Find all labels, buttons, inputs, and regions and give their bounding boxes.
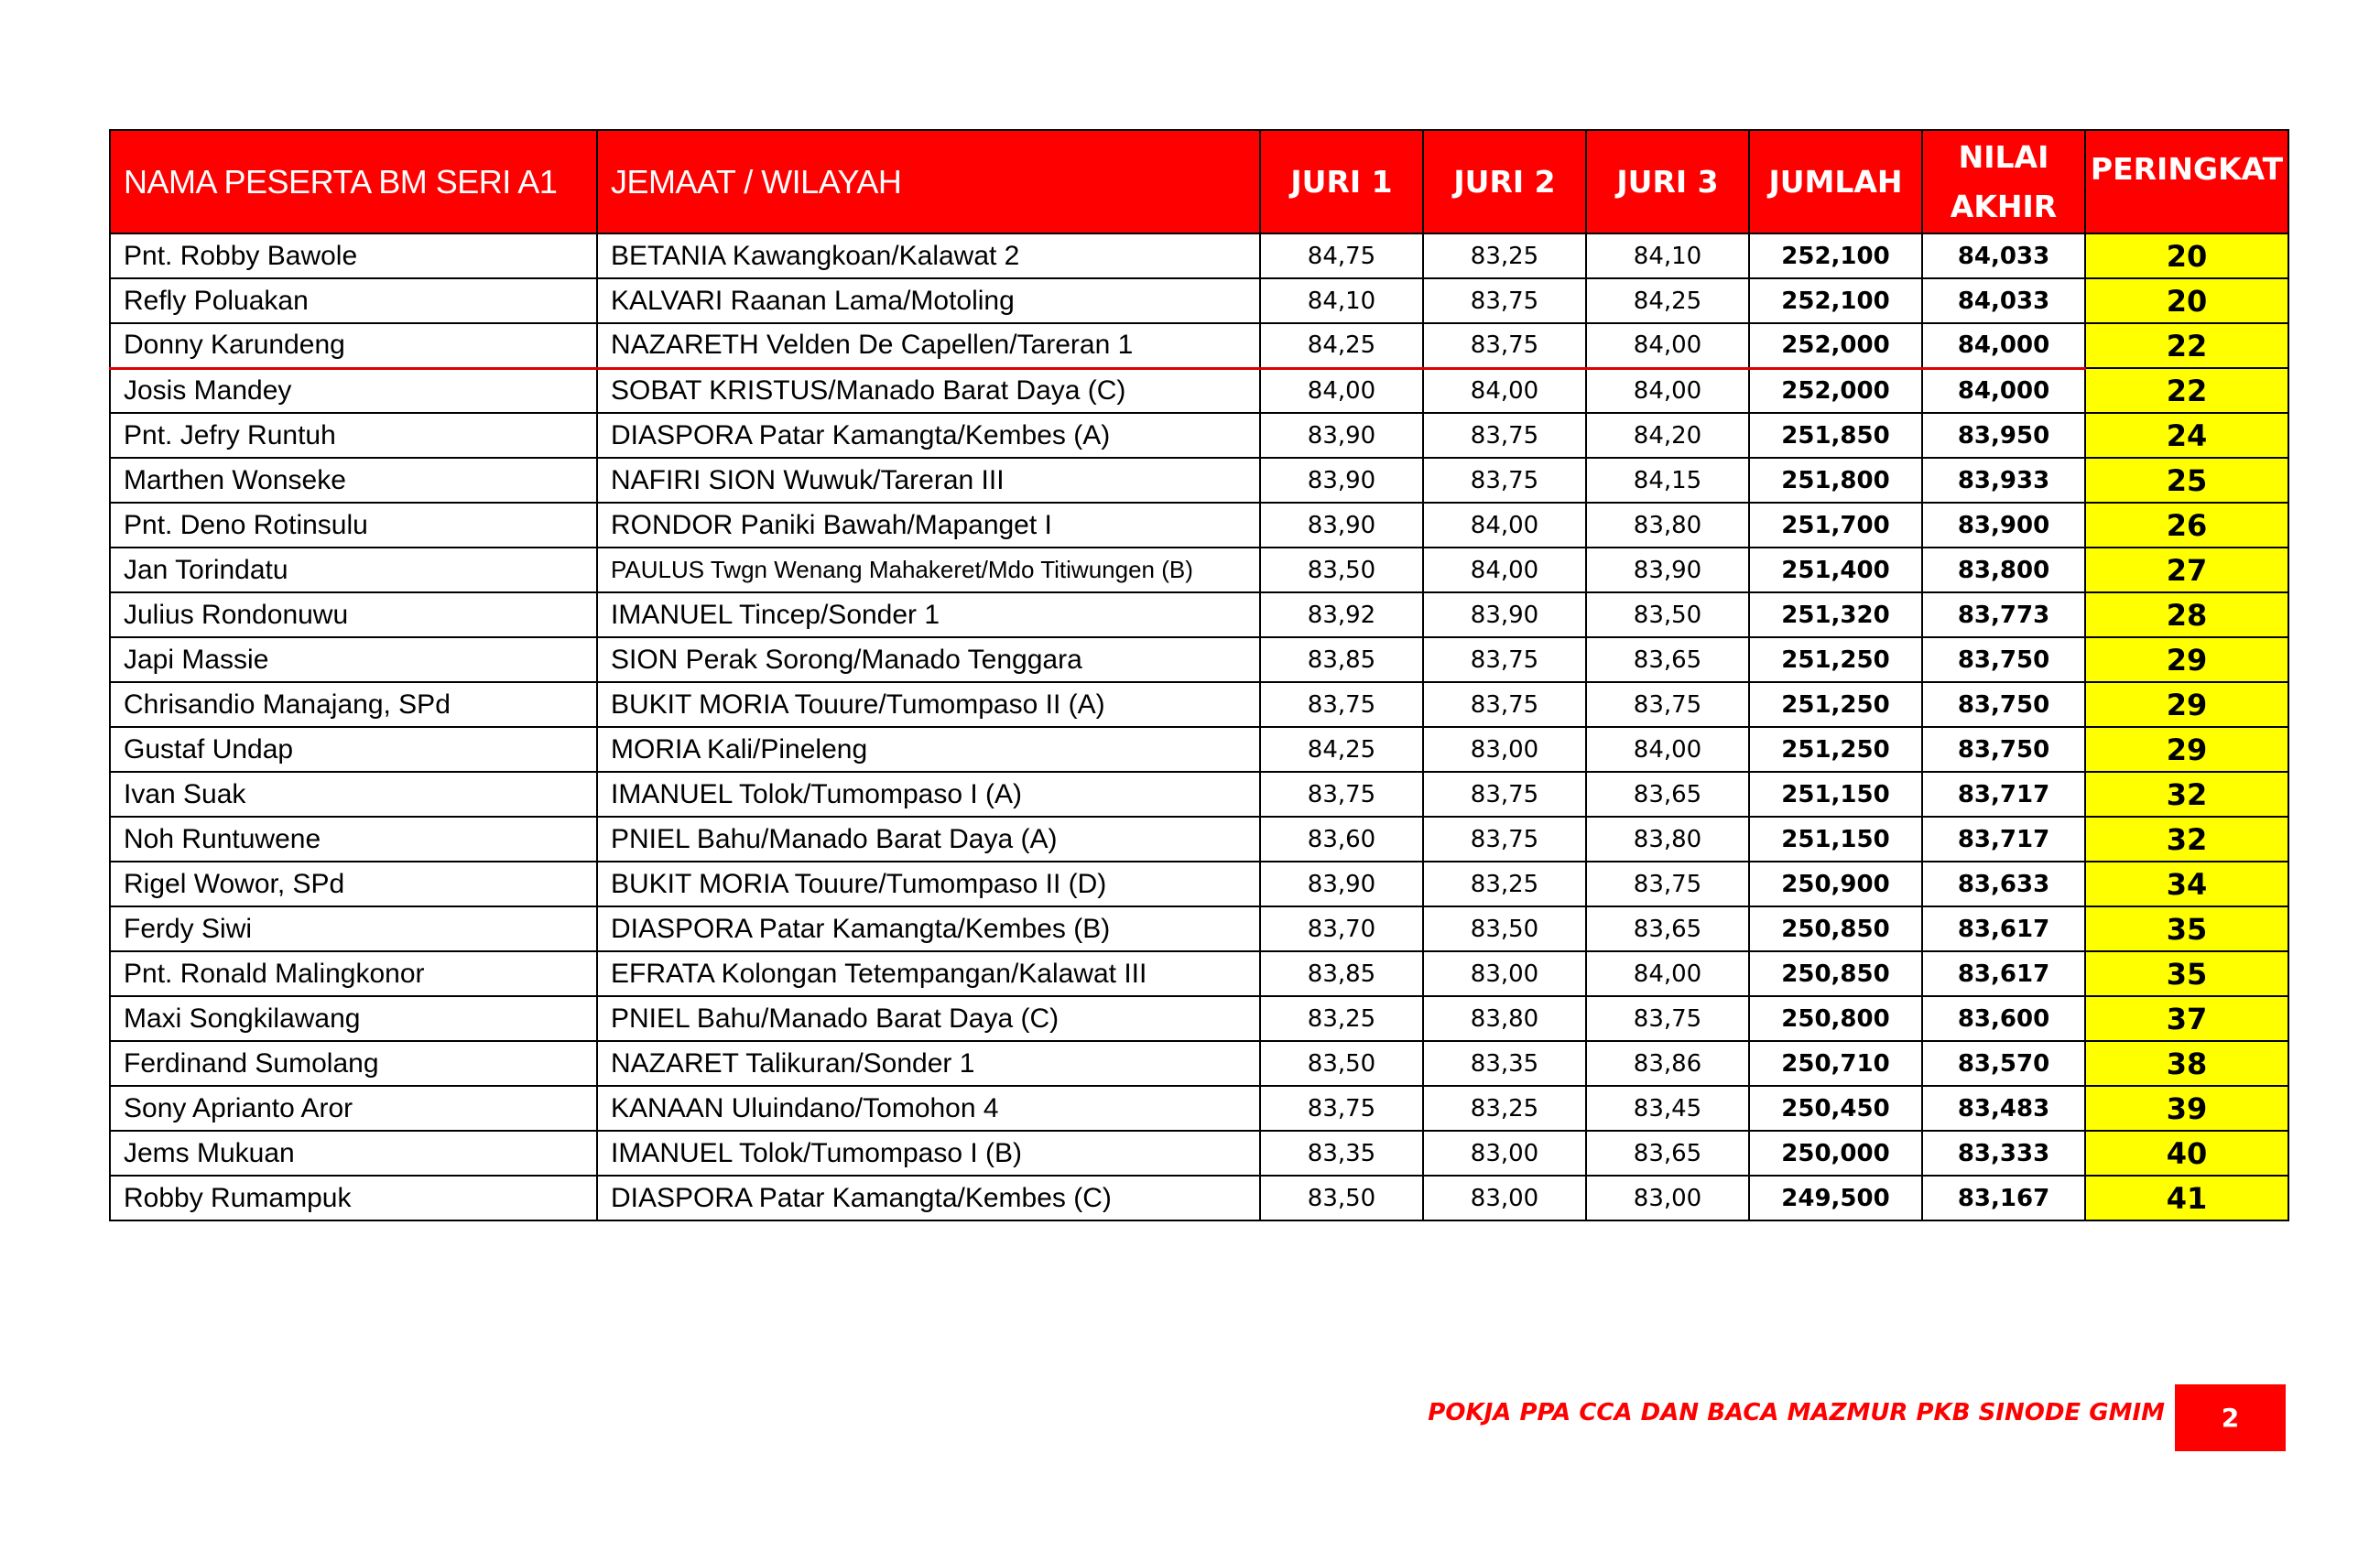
cell-jumlah: 250,000 [1749, 1131, 1922, 1176]
table-row [110, 817, 2288, 862]
cell-jumlah: 251,250 [1749, 637, 1922, 682]
table-row [110, 637, 2288, 682]
cell-juri1: 83,50 [1260, 548, 1423, 592]
results-body [110, 233, 2288, 1220]
cell-juri1: 84,10 [1260, 278, 1423, 323]
cell-jemaat: DIASPORA Patar Kamangta/Kembes (B) [597, 906, 1260, 951]
cell-juri2: 83,75 [1423, 458, 1586, 503]
cell-nilai-akhir: 83,750 [1922, 727, 2085, 772]
cell-juri2: 83,75 [1423, 637, 1586, 682]
cell-juri2: 83,00 [1423, 951, 1586, 996]
cell-peringkat: 27 [2085, 548, 2288, 592]
cell-jemaat: NAZARETH Velden De Capellen/Tareran 1 [597, 323, 1260, 368]
header-row [110, 130, 2288, 233]
table-row [110, 503, 2288, 548]
cell-nilai-akhir: 83,483 [1922, 1086, 2085, 1131]
cell-juri2: 83,35 [1423, 1041, 1586, 1086]
cell-juri3: 84,15 [1586, 458, 1749, 503]
cell-juri1: 83,60 [1260, 817, 1423, 862]
cell-juri3: 83,80 [1586, 817, 1749, 862]
cell-name: Ferdy Siwi [110, 906, 597, 951]
cell-jemaat: BUKIT MORIA Touure/Tumompaso II (D) [597, 862, 1260, 906]
cell-juri2: 83,75 [1423, 682, 1586, 727]
cell-nilai-akhir: 83,900 [1922, 503, 2085, 548]
table-row [110, 951, 2288, 996]
cell-nilai-akhir: 84,033 [1922, 278, 2085, 323]
cell-juri3: 83,45 [1586, 1086, 1749, 1131]
cell-peringkat: 34 [2085, 862, 2288, 906]
header-peringkat: PERINGKAT [2085, 130, 2288, 233]
cell-juri1: 83,90 [1260, 862, 1423, 906]
table-row [110, 548, 2288, 592]
cell-jemaat: PAULUS Twgn Wenang Mahakeret/Mdo Titiwungen (B) [597, 548, 1260, 592]
cell-name: Rigel Wowor, SPd [110, 862, 597, 906]
cell-name: Robby Rumampuk [110, 1176, 597, 1220]
cell-jumlah: 252,100 [1749, 233, 1922, 278]
cell-jumlah: 251,250 [1749, 682, 1922, 727]
cell-juri3: 84,25 [1586, 278, 1749, 323]
cell-peringkat: 39 [2085, 1086, 2288, 1131]
cell-name: Julius Rondonuwu [110, 592, 597, 637]
cell-juri1: 83,85 [1260, 951, 1423, 996]
cell-juri3: 83,00 [1586, 1176, 1749, 1220]
cell-juri1: 83,85 [1260, 637, 1423, 682]
cell-jemaat: IMANUEL Tolok/Tumompaso I (A) [597, 772, 1260, 817]
cell-nilai-akhir: 84,000 [1922, 323, 2085, 368]
cell-juri1: 83,35 [1260, 1131, 1423, 1176]
cell-juri1: 83,25 [1260, 996, 1423, 1041]
cell-nilai-akhir: 83,717 [1922, 817, 2085, 862]
cell-peringkat: 35 [2085, 906, 2288, 951]
header-nilai-line2: AKHIR [1950, 188, 2058, 224]
cell-jemaat: BUKIT MORIA Touure/Tumompaso II (A) [597, 682, 1260, 727]
header-nilai-akhir [1922, 130, 2085, 233]
cell-juri2: 83,75 [1423, 413, 1586, 458]
cell-jemaat: SOBAT KRISTUS/Manado Barat Daya (C) [597, 368, 1260, 413]
cell-peringkat: 28 [2085, 592, 2288, 637]
cell-jumlah: 249,500 [1749, 1176, 1922, 1220]
header-name: NAMA PESERTA BM SERI A1 [110, 130, 597, 233]
cell-jumlah: 251,850 [1749, 413, 1922, 458]
cell-jumlah: 250,850 [1749, 951, 1922, 996]
cell-name: Gustaf Undap [110, 727, 597, 772]
cell-juri3: 84,00 [1586, 323, 1749, 368]
cell-jemaat: KALVARI Raanan Lama/Motoling [597, 278, 1260, 323]
cell-peringkat: 32 [2085, 772, 2288, 817]
cell-juri3: 83,50 [1586, 592, 1749, 637]
cell-peringkat: 40 [2085, 1131, 2288, 1176]
header-jemaat: JEMAAT / WILAYAH [597, 130, 1260, 233]
cell-juri2: 83,75 [1423, 817, 1586, 862]
table-row [110, 906, 2288, 951]
table-row [110, 682, 2288, 727]
cell-nilai-akhir: 83,773 [1922, 592, 2085, 637]
table-row [110, 278, 2288, 323]
cell-juri3: 83,75 [1586, 996, 1749, 1041]
table-row [110, 1176, 2288, 1220]
cell-jemaat: SION Perak Sorong/Manado Tenggara [597, 637, 1260, 682]
table-row [110, 1041, 2288, 1086]
cell-jemaat: IMANUEL Tincep/Sonder 1 [597, 592, 1260, 637]
cell-jumlah: 251,150 [1749, 772, 1922, 817]
cell-jumlah: 250,800 [1749, 996, 1922, 1041]
cell-juri1: 83,75 [1260, 772, 1423, 817]
cell-peringkat: 29 [2085, 682, 2288, 727]
header-juri3: JURI 3 [1586, 130, 1749, 233]
cell-nilai-akhir: 83,617 [1922, 951, 2085, 996]
cell-name: Pnt. Ronald Malingkonor [110, 951, 597, 996]
cell-juri2: 83,75 [1423, 772, 1586, 817]
cell-name: Refly Poluakan [110, 278, 597, 323]
cell-jumlah: 250,850 [1749, 906, 1922, 951]
cell-jemaat: PNIEL Bahu/Manado Barat Daya (C) [597, 996, 1260, 1041]
cell-jumlah: 250,900 [1749, 862, 1922, 906]
cell-juri3: 83,90 [1586, 548, 1749, 592]
cell-jumlah: 251,320 [1749, 592, 1922, 637]
cell-peringkat: 32 [2085, 817, 2288, 862]
page-number: 2 [2175, 1384, 2286, 1451]
cell-name: Marthen Wonseke [110, 458, 597, 503]
cell-juri1: 83,90 [1260, 413, 1423, 458]
footer-organization: POKJA PPA CCA DAN BACA MAZMUR PKB SINODE GMIM [1428, 1399, 2165, 1426]
cell-nilai-akhir: 83,633 [1922, 862, 2085, 906]
cell-nilai-akhir: 83,617 [1922, 906, 2085, 951]
cell-jumlah: 251,150 [1749, 817, 1922, 862]
cell-juri3: 84,00 [1586, 368, 1749, 413]
cell-name: Jems Mukuan [110, 1131, 597, 1176]
cell-jemaat: PNIEL Bahu/Manado Barat Daya (A) [597, 817, 1260, 862]
cell-nilai-akhir: 83,933 [1922, 458, 2085, 503]
cell-jemaat: NAFIRI SION Wuwuk/Tareran III [597, 458, 1260, 503]
cell-juri3: 83,80 [1586, 503, 1749, 548]
cell-jemaat: DIASPORA Patar Kamangta/Kembes (A) [597, 413, 1260, 458]
cell-juri1: 83,50 [1260, 1176, 1423, 1220]
cell-juri2: 83,25 [1423, 862, 1586, 906]
cell-juri3: 83,75 [1586, 682, 1749, 727]
cell-juri1: 84,25 [1260, 727, 1423, 772]
cell-jumlah: 251,800 [1749, 458, 1922, 503]
cell-juri2: 84,00 [1423, 503, 1586, 548]
table-row [110, 996, 2288, 1041]
cell-nilai-akhir: 83,167 [1922, 1176, 2085, 1220]
cell-juri1: 83,70 [1260, 906, 1423, 951]
cell-juri3: 83,65 [1586, 1131, 1749, 1176]
table-row [110, 368, 2288, 413]
cell-nilai-akhir: 84,033 [1922, 233, 2085, 278]
cell-jemaat: NAZARET Talikuran/Sonder 1 [597, 1041, 1260, 1086]
table-row [110, 413, 2288, 458]
cell-name: Maxi Songkilawang [110, 996, 597, 1041]
cell-juri2: 84,00 [1423, 548, 1586, 592]
cell-jumlah: 252,100 [1749, 278, 1922, 323]
cell-peringkat: 20 [2085, 233, 2288, 278]
cell-jumlah: 251,400 [1749, 548, 1922, 592]
cell-juri2: 83,00 [1423, 727, 1586, 772]
cell-juri3: 83,86 [1586, 1041, 1749, 1086]
table-row [110, 862, 2288, 906]
cell-peringkat: 29 [2085, 727, 2288, 772]
cell-peringkat: 22 [2085, 323, 2288, 368]
table-row [110, 772, 2288, 817]
cell-name: Jan Torindatu [110, 548, 597, 592]
cell-juri2: 84,00 [1423, 368, 1586, 413]
cell-juri2: 83,25 [1423, 233, 1586, 278]
table-row [110, 1086, 2288, 1131]
cell-jemaat: MORIA Kali/Pineleng [597, 727, 1260, 772]
cell-nilai-akhir: 83,600 [1922, 996, 2085, 1041]
cell-name: Pnt. Jefry Runtuh [110, 413, 597, 458]
cell-juri1: 83,75 [1260, 682, 1423, 727]
cell-jumlah: 252,000 [1749, 323, 1922, 368]
cell-name: Josis Mandey [110, 368, 597, 413]
cell-peringkat: 41 [2085, 1176, 2288, 1220]
cell-jemaat: RONDOR Paniki Bawah/Mapanget I [597, 503, 1260, 548]
cell-peringkat: 26 [2085, 503, 2288, 548]
table-row [110, 323, 2288, 368]
cell-peringkat: 35 [2085, 951, 2288, 996]
cell-juri1: 83,92 [1260, 592, 1423, 637]
cell-juri3: 84,10 [1586, 233, 1749, 278]
cell-juri2: 83,00 [1423, 1176, 1586, 1220]
cell-juri1: 83,90 [1260, 503, 1423, 548]
cell-juri2: 83,80 [1423, 996, 1586, 1041]
table-row [110, 233, 2288, 278]
cell-juri1: 84,25 [1260, 323, 1423, 368]
cell-nilai-akhir: 83,570 [1922, 1041, 2085, 1086]
table-row [110, 592, 2288, 637]
cell-jumlah: 251,700 [1749, 503, 1922, 548]
cell-nilai-akhir: 83,750 [1922, 682, 2085, 727]
cell-peringkat: 38 [2085, 1041, 2288, 1086]
cell-juri1: 83,90 [1260, 458, 1423, 503]
cell-name: Pnt. Deno Rotinsulu [110, 503, 597, 548]
table-row [110, 727, 2288, 772]
cell-juri3: 83,65 [1586, 906, 1749, 951]
header-jumlah: JUMLAH [1749, 130, 1922, 233]
cell-jumlah: 250,710 [1749, 1041, 1922, 1086]
cell-peringkat: 20 [2085, 278, 2288, 323]
cell-nilai-akhir: 83,717 [1922, 772, 2085, 817]
cell-nilai-akhir: 83,800 [1922, 548, 2085, 592]
cell-juri3: 83,65 [1586, 772, 1749, 817]
cell-juri2: 83,90 [1423, 592, 1586, 637]
cell-peringkat: 24 [2085, 413, 2288, 458]
cell-jumlah: 252,000 [1749, 368, 1922, 413]
cell-juri2: 83,75 [1423, 278, 1586, 323]
cell-jemaat: EFRATA Kolongan Tetempangan/Kalawat III [597, 951, 1260, 996]
cell-name: Donny Karundeng [110, 323, 597, 368]
cell-jemaat: BETANIA Kawangkoan/Kalawat 2 [597, 233, 1260, 278]
cell-peringkat: 29 [2085, 637, 2288, 682]
cell-peringkat: 25 [2085, 458, 2288, 503]
cell-juri2: 83,50 [1423, 906, 1586, 951]
cell-peringkat: 22 [2085, 368, 2288, 413]
cell-jemaat: IMANUEL Tolok/Tumompaso I (B) [597, 1131, 1260, 1176]
header-juri2: JURI 2 [1423, 130, 1586, 233]
cell-jemaat: KANAAN Uluindano/Tomohon 4 [597, 1086, 1260, 1131]
cell-juri3: 84,20 [1586, 413, 1749, 458]
cell-juri1: 84,75 [1260, 233, 1423, 278]
cell-jumlah: 250,450 [1749, 1086, 1922, 1131]
cell-name: Sony Aprianto Aror [110, 1086, 597, 1131]
results-table [109, 129, 2289, 1221]
cell-juri3: 84,00 [1586, 727, 1749, 772]
cell-juri3: 83,75 [1586, 862, 1749, 906]
cell-nilai-akhir: 83,950 [1922, 413, 2085, 458]
cell-juri2: 83,00 [1423, 1131, 1586, 1176]
cell-peringkat: 37 [2085, 996, 2288, 1041]
cell-juri1: 84,00 [1260, 368, 1423, 413]
cell-name: Japi Massie [110, 637, 597, 682]
header-nilai-line1: NILAI [1958, 138, 2049, 175]
cell-name: Ivan Suak [110, 772, 597, 817]
table-row [110, 458, 2288, 503]
cell-juri1: 83,75 [1260, 1086, 1423, 1131]
cell-nilai-akhir: 84,000 [1922, 368, 2085, 413]
cell-juri1: 83,50 [1260, 1041, 1423, 1086]
cell-nilai-akhir: 83,750 [1922, 637, 2085, 682]
cell-juri2: 83,25 [1423, 1086, 1586, 1131]
cell-jemaat: DIASPORA Patar Kamangta/Kembes (C) [597, 1176, 1260, 1220]
cell-name: Ferdinand Sumolang [110, 1041, 597, 1086]
cell-juri3: 83,65 [1586, 637, 1749, 682]
cell-name: Pnt. Robby Bawole [110, 233, 597, 278]
cell-name: Chrisandio Manajang, SPd [110, 682, 597, 727]
cell-jumlah: 251,250 [1749, 727, 1922, 772]
cell-nilai-akhir: 83,333 [1922, 1131, 2085, 1176]
cell-name: Noh Runtuwene [110, 817, 597, 862]
table-row [110, 1131, 2288, 1176]
cell-juri2: 83,75 [1423, 323, 1586, 368]
header-juri1: JURI 1 [1260, 130, 1423, 233]
cell-juri3: 84,00 [1586, 951, 1749, 996]
